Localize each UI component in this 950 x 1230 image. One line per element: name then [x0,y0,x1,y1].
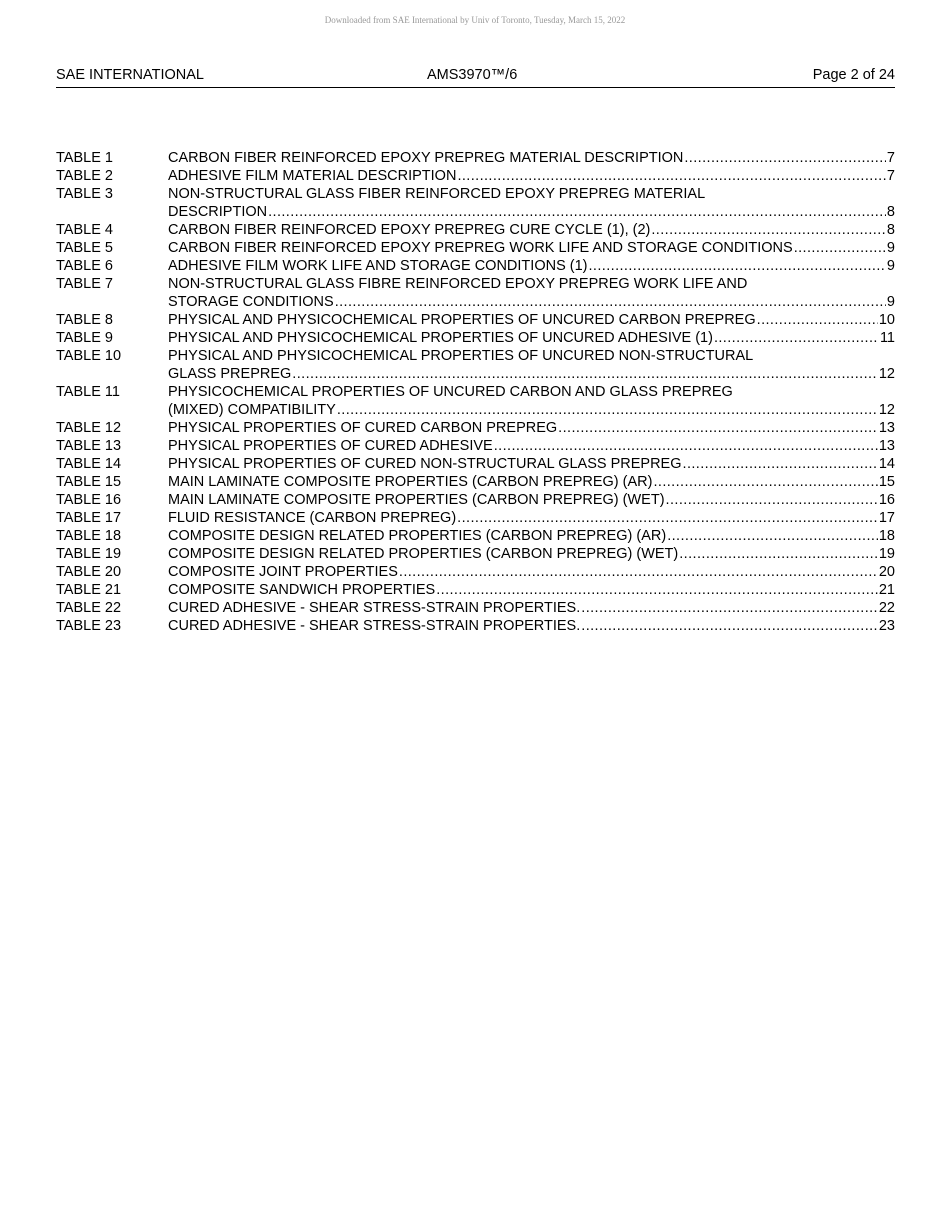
toc-entry-label: TABLE 22 [56,600,122,616]
toc-entry-page: 13 [878,438,895,454]
toc-entry-title: CURED ADHESIVE - SHEAR STRESS-STRAIN PROPERTIES. [168,618,581,634]
toc-entry-line [168,311,895,329]
toc-entry-label: TABLE 21 [56,582,122,598]
toc-entry-body [168,329,895,347]
dot-leader [757,311,878,329]
dot-leader [292,365,878,383]
toc-entry-page: 16 [878,492,895,508]
toc-entry-line [168,257,895,275]
toc-entry-title: FLUID RESISTANCE (CARBON PREPREG) [168,510,457,526]
toc-entry-line [168,455,895,473]
toc-entry[interactable] [56,509,895,527]
toc-entry-page: 23 [878,618,895,634]
dot-leader [714,329,879,347]
toc-entry-line [168,329,895,347]
dot-leader [337,401,878,419]
toc-entry-line [168,545,895,563]
dot-leader [794,239,886,257]
toc-entry-title: COMPOSITE DESIGN RELATED PROPERTIES (CARBON PREPREG) (AR) [168,528,667,544]
toc-entry-line [168,293,895,311]
toc-entry-title: CARBON FIBER REINFORCED EPOXY PREPREG WORK LIFE AND STORAGE CONDITIONS [168,240,793,256]
toc-entry-page: 9 [886,294,895,310]
toc-entry-title-line1: PHYSICAL AND PHYSICOCHEMICAL PROPERTIES OF UNCURED NON-STRUCTURAL [168,348,754,364]
toc-entry-line [168,473,895,491]
dot-leader [457,509,878,527]
dot-leader [457,167,885,185]
toc-entry-title: PHYSICAL PROPERTIES OF CURED CARBON PREPREG [168,420,558,436]
dot-leader [684,149,886,167]
toc-entry[interactable] [56,329,895,347]
toc-entry-line [168,527,895,545]
toc-entry-page: 8 [886,204,895,220]
toc-entry-page: 14 [878,456,895,472]
toc-entry-body [168,257,895,275]
toc-entry-line [168,563,895,581]
toc-entry[interactable] [56,491,895,509]
toc-entry[interactable] [56,311,895,329]
toc-entry-label: TABLE 8 [56,312,113,328]
toc-entry[interactable] [56,455,895,473]
toc-entry-line [168,365,895,383]
toc-entry-label: TABLE 9 [56,330,113,346]
toc-entry-page: 7 [886,150,895,166]
toc-entry[interactable] [56,383,895,419]
toc-entry-label: TABLE 6 [56,258,113,274]
toc-entry-body [168,239,895,257]
toc-entry-body [168,581,895,599]
toc-entry-title-line1: NON-STRUCTURAL GLASS FIBRE REINFORCED EPOXY PREPREG WORK LIFE AND [168,276,748,292]
toc-entry-label: TABLE 4 [56,222,113,238]
toc-entry-body [168,527,895,545]
toc-entry-page: 20 [878,564,895,580]
toc-entry-body [168,149,895,167]
toc-entry[interactable] [56,527,895,545]
toc-entry-page: 9 [886,258,895,274]
dot-leader [581,617,878,635]
toc-entry-title: DESCRIPTION [168,204,268,220]
header-page-number: Page 2 of 24 [812,67,895,83]
toc-entry-title: MAIN LAMINATE COMPOSITE PROPERTIES (CARBON PREPREG) (WET) [168,492,665,508]
dot-leader [494,437,878,455]
toc-entry-title: COMPOSITE JOINT PROPERTIES [168,564,398,580]
toc-entry-title: (MIXED) COMPATIBILITY [168,402,336,418]
toc-entry-page: 12 [878,402,895,418]
toc-entry-label: TABLE 20 [56,564,122,580]
toc-entry-title: CURED ADHESIVE - SHEAR STRESS-STRAIN PROPERTIES. [168,600,581,616]
dot-leader [558,419,878,437]
toc-entry-line [168,581,895,599]
toc-entry[interactable] [56,419,895,437]
toc-entry-body [168,563,895,581]
toc-entry-title: CARBON FIBER REINFORCED EPOXY PREPREG MATERIAL DESCRIPTION [168,150,684,166]
toc-entry-page: 15 [878,474,895,490]
toc-entry-body [168,347,895,383]
toc-entry-body [168,455,895,473]
toc-entry-label: TABLE 16 [56,492,122,508]
dot-leader [268,203,886,221]
toc-entry-line [168,221,895,239]
toc-entry-page: 10 [878,312,895,328]
toc-entry-body [168,617,895,635]
toc-entry-body [168,167,895,185]
toc-entry-body [168,509,895,527]
dot-leader [589,257,886,275]
header-document-number: AMS3970™/6 [427,67,518,83]
toc-entry-body [168,221,895,239]
toc-entry-line [168,239,895,257]
toc-entry-page: 18 [878,528,895,544]
toc-entry-label: TABLE 10 [56,348,122,364]
toc-entry-title: MAIN LAMINATE COMPOSITE PROPERTIES (CARBON PREPREG) (AR) [168,474,653,490]
toc-entry-title: GLASS PREPREG [168,366,292,382]
toc-entry-title: PHYSICAL PROPERTIES OF CURED ADHESIVE [168,438,493,454]
toc-entry-label: TABLE 3 [56,186,113,202]
toc-entry-label: TABLE 19 [56,546,122,562]
toc-entry-page: 22 [878,600,895,616]
toc-entry-label: TABLE 13 [56,438,122,454]
toc-entry-page: 8 [886,222,895,238]
toc-entry-line [168,401,895,419]
toc-entry-page: 11 [879,330,895,346]
toc-entry-title-line1: PHYSICOCHEMICAL PROPERTIES OF UNCURED CARBON AND GLASS PREPREG [168,384,733,400]
toc-entry-body [168,491,895,509]
download-watermark: Downloaded from SAE International by Univ of Toronto, Tuesday, March 15, 2022 [324,15,626,25]
toc-entry-line [168,149,895,167]
toc-entry-label: TABLE 14 [56,456,122,472]
dot-leader [683,455,878,473]
toc-entry-page: 17 [878,510,895,526]
toc-entry-title: PHYSICAL AND PHYSICOCHEMICAL PROPERTIES OF UNCURED ADHESIVE (1) [168,330,713,346]
table-of-tables [56,149,895,635]
toc-entry-page: 9 [886,240,895,256]
dot-leader [679,545,878,563]
toc-entry[interactable] [56,347,895,383]
toc-entry-title: PHYSICAL AND PHYSICOCHEMICAL PROPERTIES OF UNCURED CARBON PREPREG [168,312,756,328]
toc-entry-body [168,383,895,419]
toc-entry-line [168,491,895,509]
toc-entry[interactable] [56,581,895,599]
dot-leader [651,221,886,239]
toc-entry-page: 19 [878,546,895,562]
toc-entry-body [168,275,895,311]
toc-entry-label: TABLE 15 [56,474,122,490]
toc-entry-title: STORAGE CONDITIONS [168,294,334,310]
toc-entry-label: TABLE 12 [56,420,122,436]
toc-entry-title: COMPOSITE SANDWICH PROPERTIES [168,582,436,598]
toc-entry-page: 7 [886,168,895,184]
toc-entry-line [168,599,895,617]
toc-entry-line [168,437,895,455]
toc-entry-body [168,185,895,221]
toc-entry[interactable] [56,257,895,275]
toc-entry[interactable] [56,167,895,185]
dot-leader [667,527,878,545]
toc-entry-body [168,545,895,563]
toc-entry-label: TABLE 11 [56,384,120,400]
dot-leader [666,491,878,509]
toc-entry-title: COMPOSITE DESIGN RELATED PROPERTIES (CARBON PREPREG) (WET) [168,546,679,562]
toc-entry[interactable] [56,545,895,563]
toc-entry[interactable] [56,275,895,311]
toc-entry-title: ADHESIVE FILM MATERIAL DESCRIPTION [168,168,457,184]
page-header [56,66,895,88]
toc-entry[interactable] [56,617,895,635]
toc-entry-line [168,419,895,437]
toc-entry-body [168,437,895,455]
dot-leader [436,581,878,599]
toc-entry-label: TABLE 17 [56,510,122,526]
toc-entry[interactable] [56,599,895,617]
toc-entry-label: TABLE 5 [56,240,113,256]
toc-entry-title-line1: NON-STRUCTURAL GLASS FIBER REINFORCED EPOXY PREPREG MATERIAL [168,186,706,202]
toc-entry[interactable] [56,473,895,491]
toc-entry[interactable] [56,563,895,581]
toc-entry-page: 13 [878,420,895,436]
toc-entry[interactable] [56,437,895,455]
toc-entry-label: TABLE 1 [56,150,113,166]
toc-entry-body [168,473,895,491]
toc-entry-label: TABLE 7 [56,276,113,292]
toc-entry[interactable] [56,149,895,167]
toc-entry-label: TABLE 2 [56,168,113,184]
toc-entry-title: CARBON FIBER REINFORCED EPOXY PREPREG CURE CYCLE (1), (2) [168,222,651,238]
toc-entry[interactable] [56,221,895,239]
dot-leader [653,473,877,491]
toc-entry-title: ADHESIVE FILM WORK LIFE AND STORAGE CONDITIONS (1) [168,258,588,274]
toc-entry-label: TABLE 18 [56,528,122,544]
toc-entry-line [168,509,895,527]
toc-entry-line [168,167,895,185]
toc-entry-line [168,203,895,221]
dot-leader [335,293,886,311]
toc-entry-body [168,599,895,617]
toc-entry-body [168,311,895,329]
toc-entry-label: TABLE 23 [56,618,122,634]
toc-entry-line [168,617,895,635]
toc-entry[interactable] [56,239,895,257]
header-organization: SAE INTERNATIONAL [56,67,204,83]
toc-entry-page: 12 [878,366,895,382]
toc-entry-page: 21 [878,582,895,598]
toc-entry[interactable] [56,185,895,221]
dot-leader [581,599,878,617]
toc-entry-body [168,419,895,437]
dot-leader [399,563,878,581]
toc-entry-title: PHYSICAL PROPERTIES OF CURED NON-STRUCTURAL GLASS PREPREG [168,456,682,472]
